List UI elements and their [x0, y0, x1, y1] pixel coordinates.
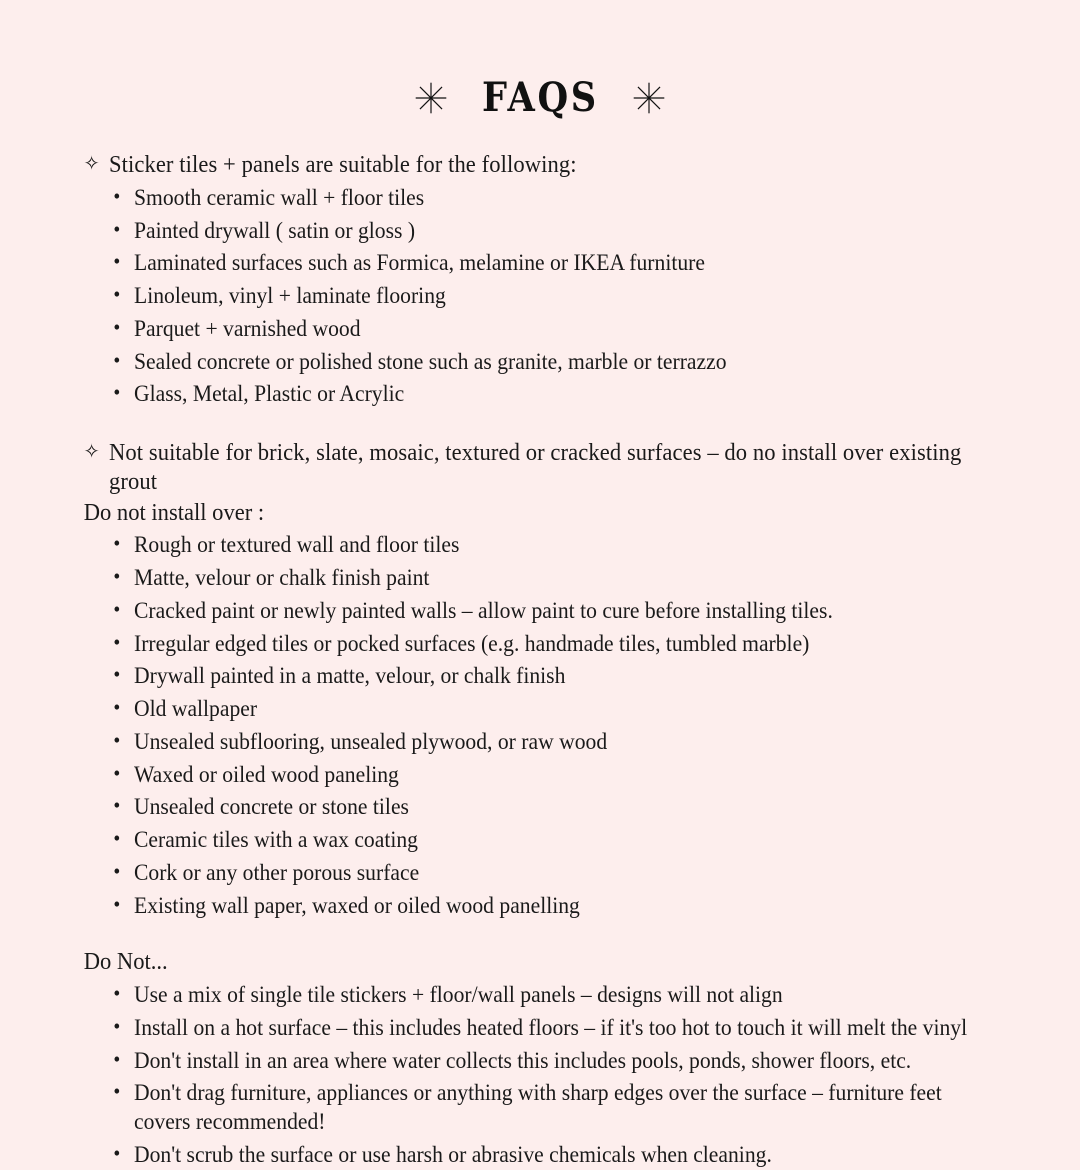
diamond-icon: ✧: [83, 153, 100, 175]
list-item: • Cracked paint or newly painted walls – allow paint to cure before installing tiles.: [134, 597, 978, 626]
list-item: • Cork or any other porous surface: [134, 859, 978, 888]
section-lead-text: Sticker tiles + panels are suitable for the following:: [108, 152, 577, 178]
section-subline: Do Not...: [83, 949, 168, 976]
list-item: • Ceramic tiles with a wax coating: [134, 826, 978, 855]
faq-section-do-not: [48, 948, 1032, 1169]
do-not-list: [48, 981, 1032, 1170]
list-item: • Glass, Metal, Plastic or Acrylic: [134, 380, 978, 409]
do-not-install-over-list: [48, 531, 1032, 920]
list-item: • Don't install in an area where water collects this includes pools, ponds, shower floors, etc.: [134, 1047, 978, 1076]
diamond-icon: ✧: [83, 441, 100, 464]
section-lead: [48, 439, 973, 497]
section-lead: [48, 151, 973, 180]
list-item: • Sealed concrete or polished stone such as granite, marble or terrazzo: [134, 348, 978, 377]
sparkle-icon: [414, 81, 448, 115]
spacer: [48, 924, 1032, 946]
list-item: • Rough or textured wall and floor tiles: [134, 531, 978, 560]
list-item: • Use a mix of single tile stickers + floor/wall panels – designs will not align: [134, 981, 978, 1010]
list-item: • Don't scrub the surface or use harsh or abrasive chemicals when cleaning.: [134, 1141, 978, 1170]
sparkle-icon: [632, 81, 666, 115]
page-title-text: FAQS: [481, 74, 599, 121]
list-item: • Unsealed subflooring, unsealed plywood, or raw wood: [134, 728, 978, 757]
list-item: • Drywall painted in a matte, velour, or chalk finish: [134, 662, 978, 691]
list-item: • Laminated surfaces such as Formica, melamine or IKEA furniture: [134, 249, 978, 278]
list-item: • Waxed or oiled wood paneling: [134, 761, 978, 790]
list-item: • Install on a hot surface – this includes heated floors – if it's too hot to touch it will melt the vinyl: [134, 1014, 978, 1043]
list-item: • Unsealed concrete or stone tiles: [134, 793, 978, 822]
spacer: [48, 413, 1032, 439]
list-item: • Smooth ceramic wall + floor tiles: [134, 184, 978, 213]
list-item: • Irregular edged tiles or pocked surfaces (e.g. handmade tiles, tumbled marble): [134, 630, 978, 659]
list-item: • Painted drywall ( satin or gloss ): [134, 217, 978, 246]
list-item: • Don't drag furniture, appliances or anything with sharp edges over the surface – furniture feet covers recommended!: [134, 1079, 978, 1137]
suitable-surfaces-list: [48, 184, 1032, 409]
list-item: • Parquet + varnished wood: [134, 315, 978, 344]
page-title: [48, 74, 1032, 121]
list-item: • Matte, velour or chalk finish paint: [134, 564, 978, 593]
faq-section-not-suitable: [48, 439, 1032, 920]
list-item: • Linoleum, vinyl + laminate flooring: [134, 282, 978, 311]
list-item: • Old wallpaper: [134, 695, 978, 724]
section-lead-text: Not suitable for brick, slate, mosaic, textured or cracked surfaces – do no install over existing grout: [108, 440, 962, 495]
faq-section-suitable: [48, 151, 1032, 409]
section-subline: Do not install over :: [83, 499, 265, 526]
list-item: • Existing wall paper, waxed or oiled wood panelling: [134, 892, 978, 921]
